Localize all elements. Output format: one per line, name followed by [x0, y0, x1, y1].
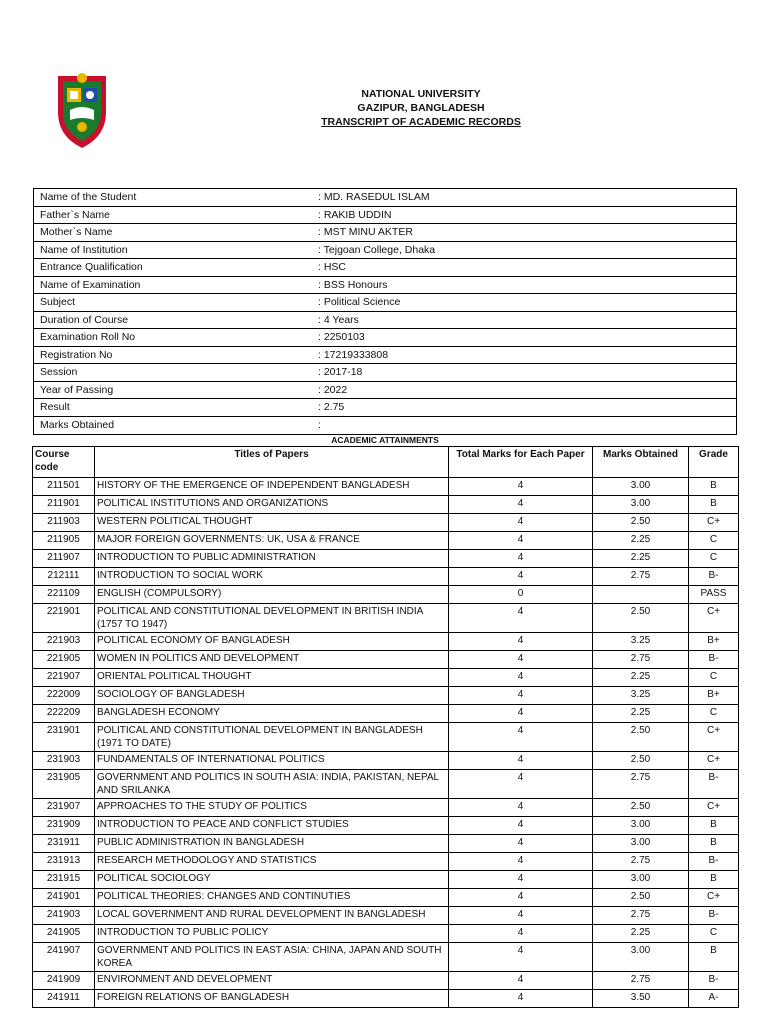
marks-obtained-cell: 2.25: [593, 925, 689, 943]
paper-title-cell: BANGLADESH ECONOMY: [95, 705, 449, 723]
total-marks-cell: 4: [449, 972, 593, 990]
marks-obtained-cell: 3.00: [593, 817, 689, 835]
course-code-cell: 231909: [33, 817, 95, 835]
marks-obtained-cell: 2.50: [593, 723, 689, 752]
grade-cell: B: [689, 496, 739, 514]
info-row: [34, 189, 736, 207]
table-row: [33, 633, 739, 651]
total-marks-cell: 0: [449, 586, 593, 604]
total-marks-cell: 4: [449, 550, 593, 568]
course-code-cell: 241905: [33, 925, 95, 943]
course-code-cell: 211501: [33, 478, 95, 496]
table-row: [33, 532, 739, 550]
marks-obtained-cell: 2.75: [593, 853, 689, 871]
marks-obtained-cell: 2.50: [593, 752, 689, 770]
grade-cell: C: [689, 550, 739, 568]
grade-cell: C: [689, 705, 739, 723]
paper-title-cell: HISTORY OF THE EMERGENCE OF INDEPENDENT BANGLADESH: [95, 478, 449, 496]
marks-obtained-cell: 3.00: [593, 496, 689, 514]
grade-cell: A-: [689, 990, 739, 1008]
table-row: [33, 752, 739, 770]
info-label: Subject: [40, 296, 76, 308]
paper-title-cell: WOMEN IN POLITICS AND DEVELOPMENT: [95, 651, 449, 669]
grade-cell: B-: [689, 568, 739, 586]
info-value: : Political Science: [318, 296, 401, 308]
marks-obtained-cell: 2.50: [593, 604, 689, 633]
info-value: : 2.75: [318, 401, 345, 413]
table-row: [33, 687, 739, 705]
table-row: [33, 907, 739, 925]
marks-obtained-cell: 3.00: [593, 943, 689, 972]
document-header: [261, 87, 581, 129]
grade-cell: B-: [689, 972, 739, 990]
table-row: [33, 478, 739, 496]
paper-title-cell: APPROACHES TO THE STUDY OF POLITICS: [95, 799, 449, 817]
info-row: [34, 312, 736, 330]
course-code-cell: 241901: [33, 889, 95, 907]
marks-obtained-cell: 3.00: [593, 835, 689, 853]
total-marks-cell: 4: [449, 723, 593, 752]
university-location: GAZIPUR, BANGLADESH: [357, 102, 485, 114]
paper-title-cell: INTRODUCTION TO PEACE AND CONFLICT STUDIES: [95, 817, 449, 835]
total-marks-cell: 4: [449, 990, 593, 1008]
column-header-grade: Grade: [689, 447, 739, 478]
table-header-row: [33, 447, 739, 478]
total-marks-cell: 4: [449, 835, 593, 853]
course-code-cell: 231907: [33, 799, 95, 817]
paper-title-cell: POLITICAL SOCIOLOGY: [95, 871, 449, 889]
total-marks-cell: 4: [449, 633, 593, 651]
course-code-cell: 212111: [33, 568, 95, 586]
info-row: [34, 259, 736, 277]
info-label: Examination Roll No: [40, 331, 136, 343]
info-value: : MD. RASEDUL ISLAM: [318, 191, 430, 203]
table-row: [33, 651, 739, 669]
table-row: [33, 514, 739, 532]
total-marks-cell: 4: [449, 687, 593, 705]
paper-title-cell: GOVERNMENT AND POLITICS IN EAST ASIA: CHINA, JAPAN AND SOUTH KOREA: [95, 943, 449, 972]
grade-cell: C: [689, 669, 739, 687]
info-value: : 2250103: [318, 331, 365, 343]
marks-obtained-cell: 2.25: [593, 550, 689, 568]
paper-title-cell: POLITICAL AND CONSTITUTIONAL DEVELOPMENT IN BRITISH INDIA (1757 TO 1947): [95, 604, 449, 633]
info-value: : HSC: [318, 261, 347, 273]
university-name: NATIONAL UNIVERSITY: [361, 88, 481, 100]
paper-title-cell: INTRODUCTION TO PUBLIC ADMINISTRATION: [95, 550, 449, 568]
info-row: [34, 417, 736, 435]
info-label: Name of the Student: [40, 191, 137, 203]
total-marks-cell: 4: [449, 532, 593, 550]
university-seal-logo: [50, 70, 114, 150]
table-row: [33, 853, 739, 871]
paper-title-cell: POLITICAL AND CONSTITUTIONAL DEVELOPMENT IN BANGLADESH (1971 TO DATE): [95, 723, 449, 752]
table-row: [33, 496, 739, 514]
paper-title-cell: POLITICAL ECONOMY OF BANGLADESH: [95, 633, 449, 651]
marks-obtained-cell: 2.50: [593, 799, 689, 817]
total-marks-cell: 4: [449, 799, 593, 817]
grade-cell: C+: [689, 723, 739, 752]
course-code-cell: 211907: [33, 550, 95, 568]
info-label: Registration No: [40, 348, 113, 361]
info-value: : 4 Years: [318, 313, 359, 326]
total-marks-cell: 4: [449, 770, 593, 799]
info-row: [34, 399, 736, 417]
course-code-cell: 211905: [33, 532, 95, 550]
total-marks-cell: 4: [449, 705, 593, 723]
total-marks-cell: 4: [449, 907, 593, 925]
course-code-cell: 222009: [33, 687, 95, 705]
grade-cell: B-: [689, 770, 739, 799]
paper-title-cell: POLITICAL THEORIES: CHANGES AND CONTINUTIES: [95, 889, 449, 907]
info-value: : BSS Honours: [318, 278, 388, 291]
paper-title-cell: INTRODUCTION TO SOCIAL WORK: [95, 568, 449, 586]
course-code-cell: 231901: [33, 723, 95, 752]
course-code-cell: 241911: [33, 990, 95, 1008]
grade-cell: B: [689, 817, 739, 835]
table-row: [33, 604, 739, 633]
paper-title-cell: FOREIGN RELATIONS OF BANGLADESH: [95, 990, 449, 1008]
info-value: : 17219333808: [318, 348, 389, 361]
info-row: [34, 277, 736, 295]
table-row: [33, 550, 739, 568]
paper-title-cell: PUBLIC ADMINISTRATION IN BANGLADESH: [95, 835, 449, 853]
paper-title-cell: LOCAL GOVERNMENT AND RURAL DEVELOPMENT IN BANGLADESH: [95, 907, 449, 925]
grade-cell: B-: [689, 651, 739, 669]
table-row: [33, 770, 739, 799]
grade-cell: C+: [689, 604, 739, 633]
course-code-cell: 221907: [33, 669, 95, 687]
document-title: TRANSCRIPT OF ACADEMIC RECORDS: [321, 116, 521, 128]
info-label: Father`s Name: [40, 208, 111, 221]
grade-cell: C+: [689, 889, 739, 907]
marks-obtained-cell: 2.25: [593, 705, 689, 723]
grade-cell: C+: [689, 514, 739, 532]
info-value: : 2022: [318, 383, 348, 396]
grade-cell: B+: [689, 633, 739, 651]
info-value: :: [318, 418, 321, 431]
marks-obtained-cell: 2.50: [593, 889, 689, 907]
paper-title-cell: MAJOR FOREIGN GOVERNMENTS: UK, USA & FRANCE: [95, 532, 449, 550]
total-marks-cell: 4: [449, 817, 593, 835]
course-code-cell: 231913: [33, 853, 95, 871]
course-code-cell: 211901: [33, 496, 95, 514]
course-code-cell: 221901: [33, 604, 95, 633]
table-row: [33, 972, 739, 990]
paper-title-cell: GOVERNMENT AND POLITICS IN SOUTH ASIA: INDIA, PAKISTAN, NEPAL AND SRILANKA: [95, 770, 449, 799]
info-label: Year of Passing: [40, 383, 114, 396]
info-row: [34, 294, 736, 312]
info-row: [34, 224, 736, 242]
total-marks-cell: 4: [449, 889, 593, 907]
info-row: [34, 207, 736, 225]
info-label: Session: [40, 366, 78, 378]
info-label: Duration of Course: [40, 313, 129, 326]
table-row: [33, 817, 739, 835]
course-code-cell: 241907: [33, 943, 95, 972]
marks-obtained-cell: 2.75: [593, 907, 689, 925]
column-header-title: Titles of Papers: [95, 447, 449, 478]
grade-cell: C+: [689, 752, 739, 770]
info-label: Name of Examination: [40, 278, 141, 291]
total-marks-cell: 4: [449, 604, 593, 633]
grade-cell: B-: [689, 907, 739, 925]
info-value: : MST MINU AKTER: [318, 226, 413, 238]
total-marks-cell: 4: [449, 943, 593, 972]
grade-cell: C+: [689, 799, 739, 817]
paper-title-cell: SOCIOLOGY OF BANGLADESH: [95, 687, 449, 705]
total-marks-cell: 4: [449, 496, 593, 514]
course-code-cell: 241909: [33, 972, 95, 990]
paper-title-cell: INTRODUCTION TO PUBLIC POLICY: [95, 925, 449, 943]
paper-title-cell: ENVIRONMENT AND DEVELOPMENT: [95, 972, 449, 990]
marks-obtained-cell: 3.00: [593, 478, 689, 496]
marks-obtained-cell: 2.75: [593, 770, 689, 799]
table-row: [33, 990, 739, 1008]
marks-obtained-cell: 3.25: [593, 633, 689, 651]
table-row: [33, 889, 739, 907]
column-header-marks-obtained: Marks Obtained: [593, 447, 689, 478]
total-marks-cell: 4: [449, 514, 593, 532]
course-code-cell: 231915: [33, 871, 95, 889]
info-label: Mother`s Name: [40, 226, 113, 238]
info-value: : Tejgoan College, Dhaka: [318, 243, 436, 256]
total-marks-cell: 4: [449, 853, 593, 871]
table-row: [33, 586, 739, 604]
academic-attainments-title: ACADEMIC ATTAINMENTS: [331, 435, 439, 445]
marks-obtained-cell: 3.25: [593, 687, 689, 705]
info-label: Marks Obtained: [40, 418, 115, 431]
info-label: Entrance Qualification: [40, 261, 143, 273]
course-code-cell: 221903: [33, 633, 95, 651]
course-code-cell: 221905: [33, 651, 95, 669]
table-row: [33, 871, 739, 889]
marks-obtained-cell: 2.25: [593, 532, 689, 550]
table-row: [33, 925, 739, 943]
course-code-cell: 231911: [33, 835, 95, 853]
grade-cell: PASS: [689, 586, 739, 604]
column-header-total-marks: Total Marks for Each Paper: [449, 447, 593, 478]
total-marks-cell: 4: [449, 871, 593, 889]
marks-obtained-cell: 2.75: [593, 568, 689, 586]
info-row: [34, 382, 736, 400]
marks-obtained-cell: 2.50: [593, 514, 689, 532]
total-marks-cell: 4: [449, 925, 593, 943]
table-row: [33, 568, 739, 586]
paper-title-cell: WESTERN POLITICAL THOUGHT: [95, 514, 449, 532]
info-row: [34, 347, 736, 365]
course-code-cell: 231903: [33, 752, 95, 770]
course-code-cell: 231905: [33, 770, 95, 799]
total-marks-cell: 4: [449, 651, 593, 669]
course-code-cell: 241903: [33, 907, 95, 925]
table-row: [33, 835, 739, 853]
info-value: : RAKIB UDDIN: [318, 208, 392, 221]
grade-cell: B: [689, 478, 739, 496]
course-code-cell: 211903: [33, 514, 95, 532]
info-label: Result: [40, 401, 70, 413]
grade-cell: C: [689, 925, 739, 943]
info-row: [34, 242, 736, 260]
marks-obtained-cell: 2.25: [593, 669, 689, 687]
grade-cell: B-: [689, 853, 739, 871]
info-value: : 2017-18: [318, 366, 363, 378]
info-row: [34, 329, 736, 347]
marks-obtained-cell: 2.75: [593, 972, 689, 990]
grade-cell: B: [689, 943, 739, 972]
table-row: [33, 943, 739, 972]
total-marks-cell: 4: [449, 669, 593, 687]
table-row: [33, 669, 739, 687]
course-code-cell: 221109: [33, 586, 95, 604]
grade-cell: B: [689, 835, 739, 853]
paper-title-cell: FUNDAMENTALS OF INTERNATIONAL POLITICS: [95, 752, 449, 770]
table-row: [33, 799, 739, 817]
marks-obtained-cell: 2.75: [593, 651, 689, 669]
course-code-cell: 222209: [33, 705, 95, 723]
paper-title-cell: RESEARCH METHODOLOGY AND STATISTICS: [95, 853, 449, 871]
marks-obtained-cell: [593, 586, 689, 604]
column-header-course-code: Course code: [33, 447, 95, 478]
info-row: [34, 364, 736, 382]
paper-title-cell: ORIENTAL POLITICAL THOUGHT: [95, 669, 449, 687]
paper-title-cell: POLITICAL INSTITUTIONS AND ORGANIZATIONS: [95, 496, 449, 514]
info-label: Name of Institution: [40, 243, 128, 256]
grade-cell: B+: [689, 687, 739, 705]
total-marks-cell: 4: [449, 568, 593, 586]
marks-obtained-cell: 3.00: [593, 871, 689, 889]
grade-cell: B: [689, 871, 739, 889]
marks-obtained-cell: 3.50: [593, 990, 689, 1008]
total-marks-cell: 4: [449, 478, 593, 496]
paper-title-cell: ENGLISH (COMPULSORY): [95, 586, 449, 604]
total-marks-cell: 4: [449, 752, 593, 770]
table-row: [33, 723, 739, 752]
grade-cell: C: [689, 532, 739, 550]
student-info-table: [33, 188, 737, 435]
grades-table: [32, 446, 739, 1008]
table-row: [33, 705, 739, 723]
